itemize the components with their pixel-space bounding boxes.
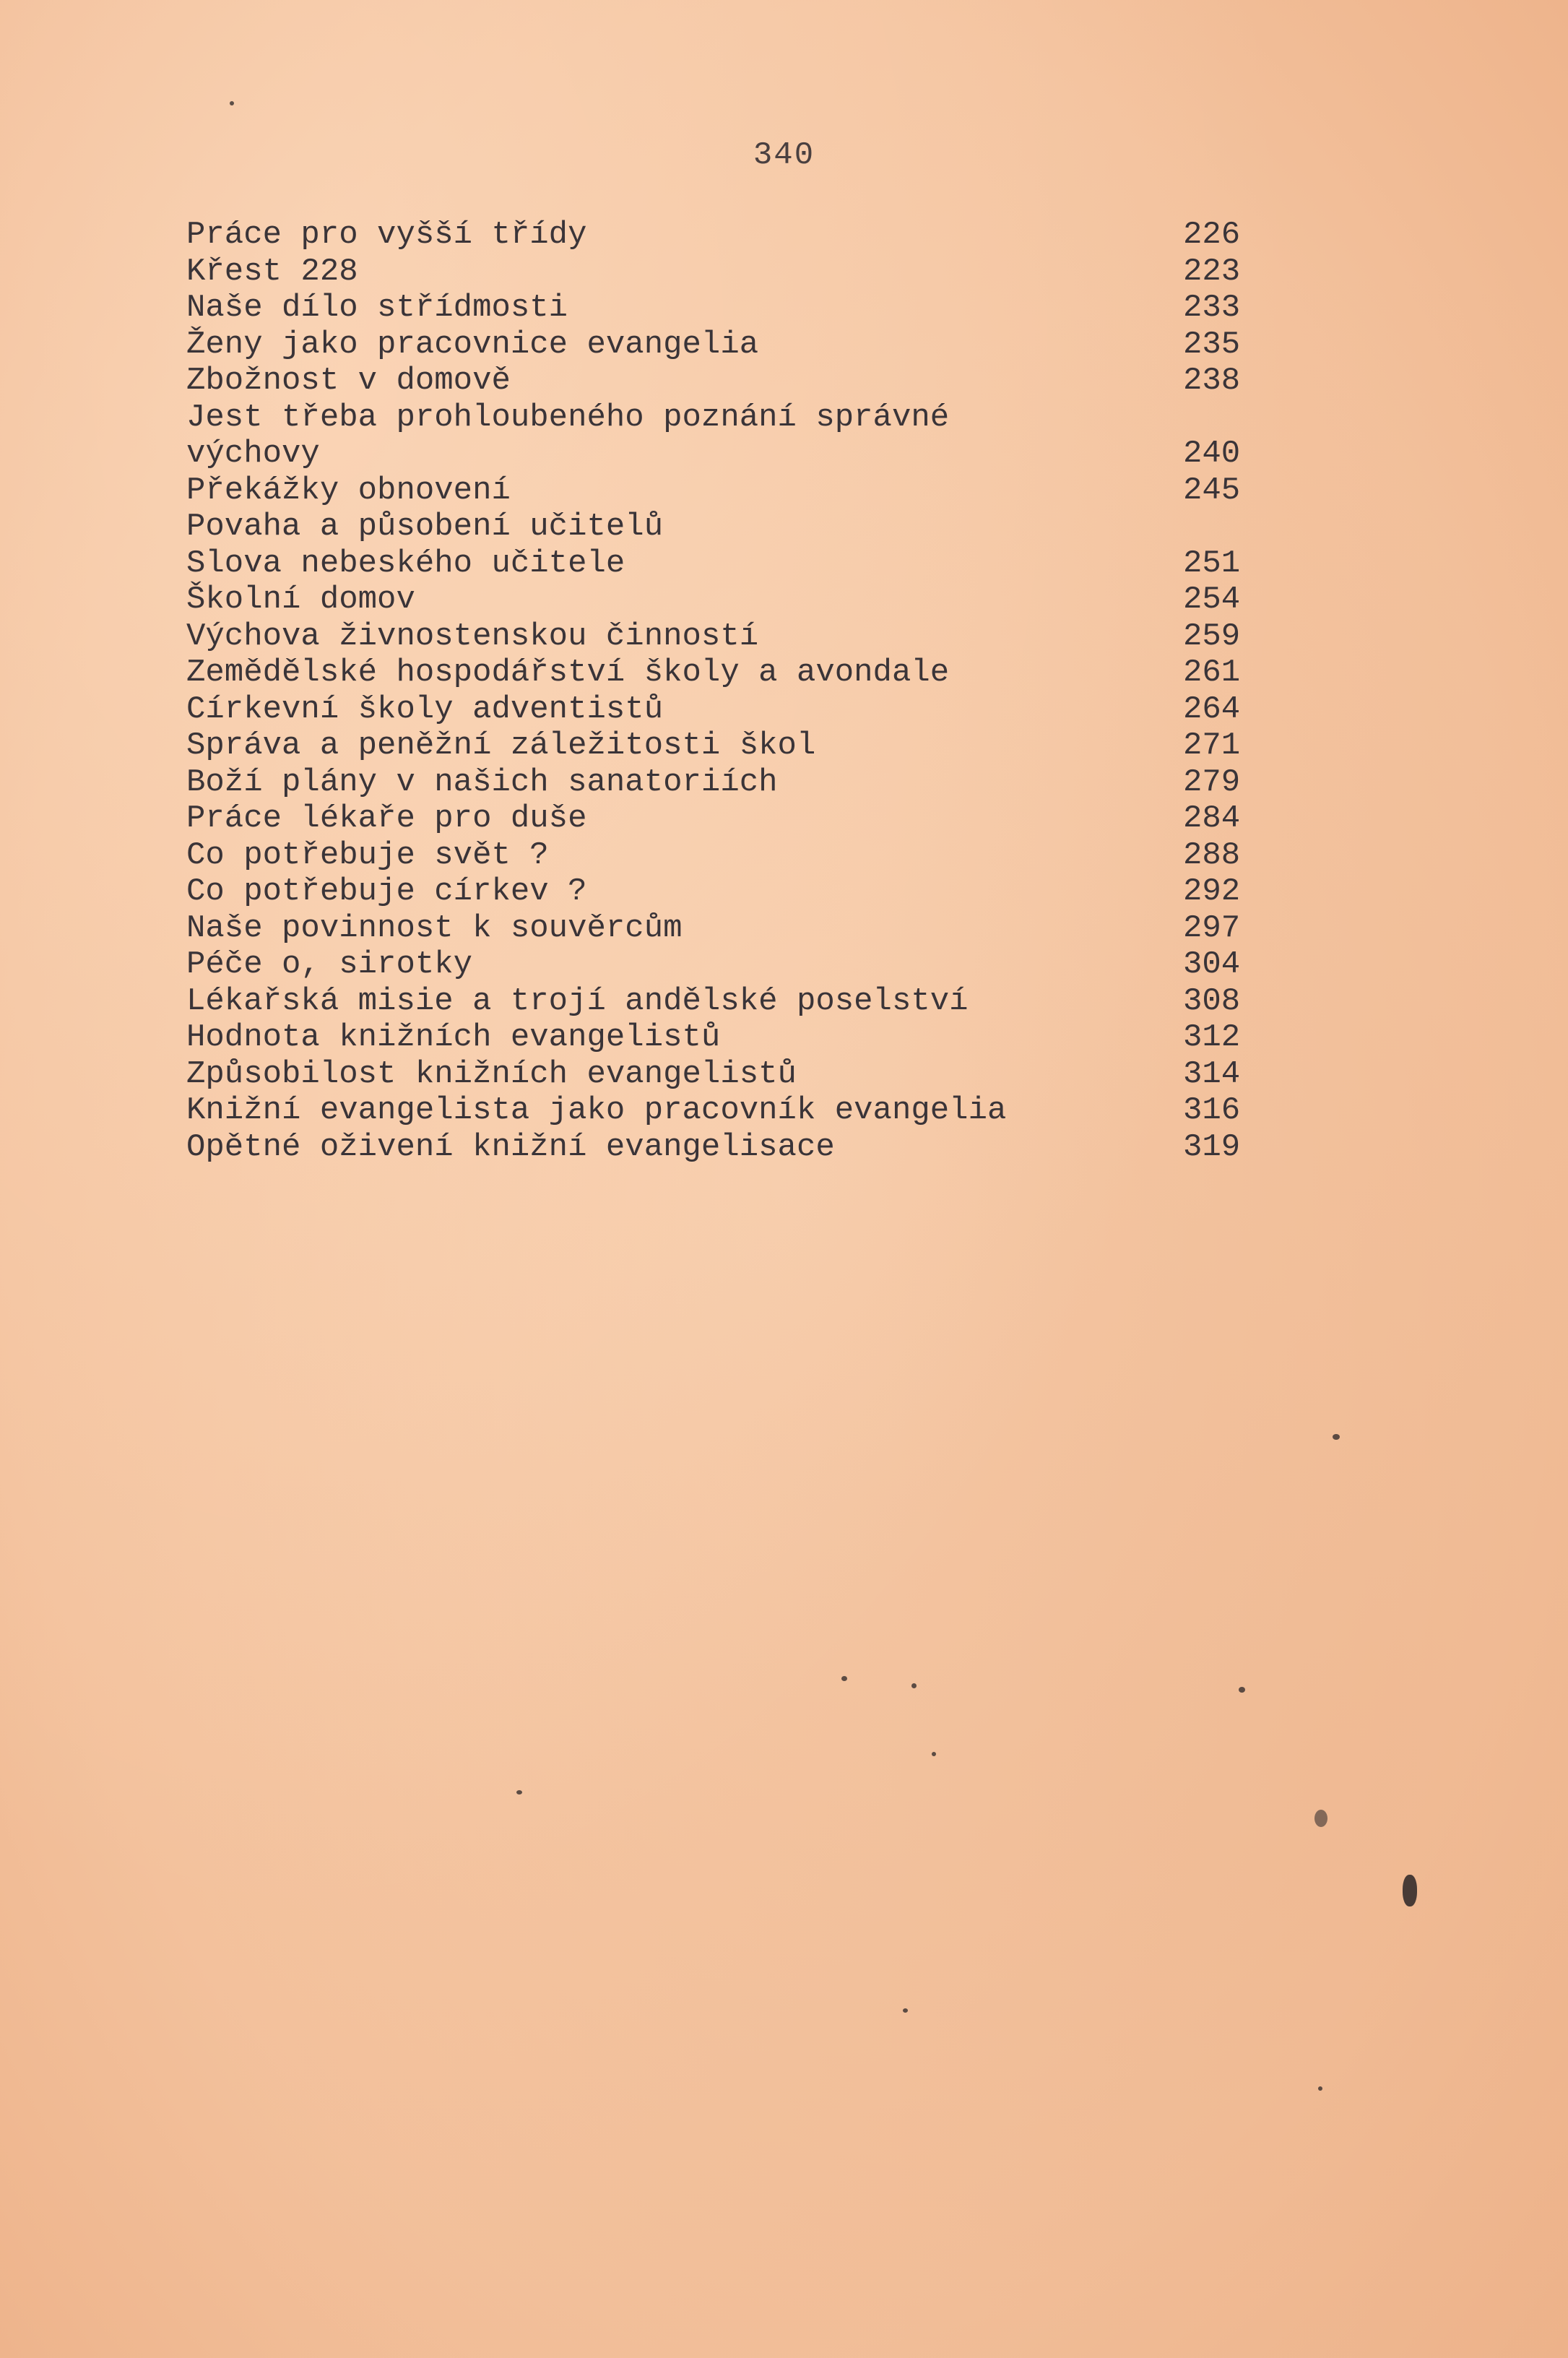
toc-entry-page: 233 — [1183, 290, 1241, 326]
toc-entry — [186, 800, 1248, 837]
toc-entry-page: 240 — [1183, 436, 1241, 472]
toc-entry — [186, 655, 1248, 691]
toc-entry-page: 284 — [1183, 800, 1241, 837]
toc-entry-page: 226 — [1183, 217, 1241, 253]
toc-entry — [186, 217, 1248, 254]
toc-entry-page: 304 — [1183, 946, 1241, 982]
toc-entry-page: 238 — [1183, 363, 1241, 399]
toc-entry — [186, 582, 1248, 618]
toc-entry-title: Způsobilost knižních evangelistů — [186, 1055, 797, 1092]
toc-entry-title: Opětné oživení knižní evangelisace — [186, 1128, 835, 1165]
toc-entry-title: Co potřebuje církev ? — [186, 873, 587, 910]
toc-entry — [186, 910, 1248, 947]
table-of-contents — [186, 217, 1248, 1165]
toc-entry-title: Hodnota knižních evangelistů — [186, 1019, 721, 1055]
toc-entry-title: Zbožnost v domově — [186, 363, 511, 399]
ink-speck — [841, 1676, 847, 1681]
toc-entry-page: 271 — [1183, 727, 1241, 764]
toc-entry-title: Co potřebuje svět ? — [186, 837, 549, 873]
toc-entry-title: Překážky obnovení — [186, 472, 511, 509]
page-number: 340 — [753, 137, 815, 173]
toc-entry-page: 264 — [1183, 691, 1241, 727]
toc-entry-title: Křest 228 — [186, 253, 358, 290]
toc-entry-page: 254 — [1183, 582, 1241, 618]
toc-entry-title: výchovy — [186, 436, 320, 472]
toc-entry-title: Povaha a působení učitelů — [186, 509, 664, 545]
toc-entry — [186, 545, 1248, 582]
toc-entry-title: Výchova živnostenskou činností — [186, 618, 759, 655]
toc-entry — [186, 509, 1248, 545]
toc-entry-title: Církevní školy adventistů — [186, 691, 664, 727]
toc-entry-page: 251 — [1183, 545, 1241, 582]
ink-speck — [1239, 1687, 1245, 1693]
toc-entry-page: 316 — [1183, 1092, 1241, 1128]
toc-entry-title: Správa a peněžní záležitosti škol — [186, 727, 816, 764]
toc-entry-title: Naše dílo střídmosti — [186, 290, 568, 326]
toc-entry-page: 314 — [1183, 1055, 1241, 1092]
toc-entry — [186, 254, 1248, 290]
toc-entry-page: 308 — [1183, 982, 1241, 1019]
toc-entry-page: 245 — [1183, 472, 1241, 509]
toc-entry — [186, 946, 1248, 983]
toc-entry-title: Práce lékaře pro duše — [186, 800, 587, 837]
toc-entry — [186, 727, 1248, 764]
toc-entry-page: 288 — [1183, 837, 1241, 873]
ink-speck — [911, 1683, 917, 1688]
ink-speck — [1333, 1434, 1340, 1440]
toc-entry — [186, 618, 1248, 655]
toc-entry — [186, 873, 1248, 910]
toc-entry-title: Boží plány v našich sanatoriích — [186, 764, 778, 800]
ink-speck — [230, 101, 234, 105]
toc-entry-page: 259 — [1183, 618, 1241, 655]
toc-entry-page: 297 — [1183, 910, 1241, 946]
toc-entry — [186, 290, 1248, 327]
toc-entry-page: 223 — [1183, 253, 1241, 290]
toc-entry-page: 235 — [1183, 326, 1241, 363]
toc-entry — [186, 436, 1248, 472]
toc-entry-title: Slova nebeského učitele — [186, 545, 625, 582]
toc-entry — [186, 1092, 1248, 1129]
ink-speck — [516, 1790, 522, 1795]
toc-entry — [186, 983, 1248, 1020]
toc-entry-title: Zemědělské hospodářství školy a avondale — [186, 655, 950, 691]
toc-entry-title: Lékařská misie a trojí andělské poselství — [186, 982, 969, 1019]
toc-entry-title: Knižní evangelista jako pracovník evangelia — [186, 1092, 1007, 1128]
toc-entry-title: Školní domov — [186, 582, 415, 618]
toc-entry — [186, 327, 1248, 363]
toc-entry-page: 261 — [1183, 655, 1241, 691]
ink-speck — [1318, 2086, 1322, 2091]
toc-entry-page: 319 — [1183, 1128, 1241, 1165]
toc-entry — [186, 1056, 1248, 1093]
toc-entry-title: Péče o, sirotky — [186, 946, 473, 982]
toc-entry-title: Práce pro vyšší třídy — [186, 217, 587, 253]
ink-speck — [1314, 1810, 1327, 1827]
toc-entry — [186, 837, 1248, 874]
toc-entry — [186, 472, 1248, 509]
toc-entry — [186, 363, 1248, 400]
toc-entry — [186, 1019, 1248, 1056]
ink-speck — [1403, 1875, 1417, 1906]
toc-entry-title: Jest třeba prohloubeného poznání správné — [186, 399, 950, 436]
toc-entry-title: Ženy jako pracovnice evangelia — [186, 326, 759, 363]
toc-entry — [186, 400, 1248, 436]
toc-entry-page: 312 — [1183, 1019, 1241, 1055]
toc-entry-page: 292 — [1183, 873, 1241, 910]
toc-entry-title: Naše povinnost k souvěrcům — [186, 910, 683, 946]
toc-entry — [186, 764, 1248, 801]
ink-speck — [903, 2008, 908, 2013]
toc-entry — [186, 691, 1248, 728]
toc-entry-page: 279 — [1183, 764, 1241, 800]
toc-entry — [186, 1129, 1248, 1166]
ink-speck — [932, 1752, 936, 1756]
